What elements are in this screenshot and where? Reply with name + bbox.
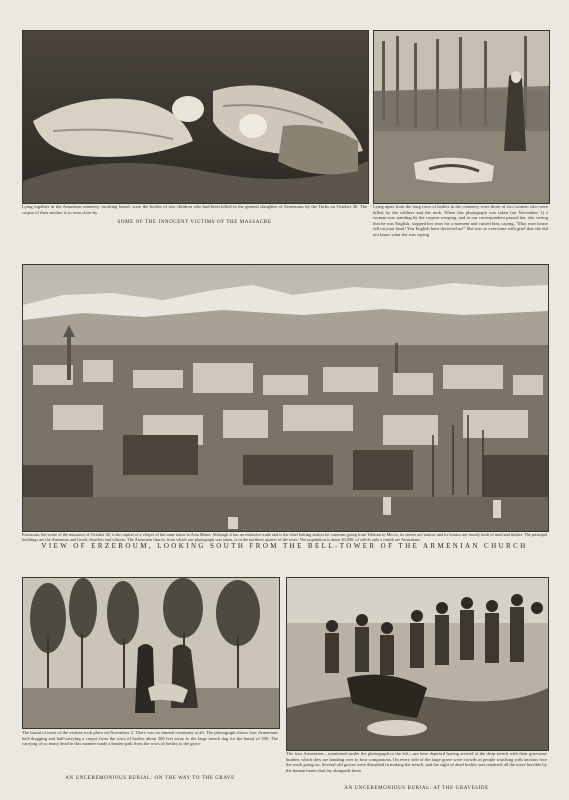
two-women-text: Lying apart from the long rows of bodies in the cemetery were those of two women who were killed by the soldiers and the mob. When this photograph was taken (on November 1) a woman was standing by the corpses weeping, and as our correspondent passed her, she, seeing that he was English, stopped her tears for a moment and cursed him, saying, "May your house fall on your head! You English have deceived us!" She was so overcome with grief that she did not know what she was saying (373, 204, 548, 237)
way-to-grave-caption: AN UNCEREMONIOUS BURIAL: ON THE WAY TO THE GRAVE (65, 776, 235, 781)
victims-children-caption: SOME OF THE INNOCENT VICTIMS OF THE MASSACRE (117, 220, 272, 225)
erzeroum-panorama-photo (22, 264, 549, 532)
erzeroum-text: Erzeroum, the scene of the massacre of October 30, is the capital of a vilayet of the same name in Asia Minor. Although it has an extensive trade and is the chief halting station for caravans going from Teheran to Mecca, its streets are narrow and its houses are mostly built of mud and timber. The principal buildings are the Armenian and Greek churches and schools. The Armenian church, from which our photograph was taken, is in the northern quarter of the town. The population is about 40,000, of which only a fourth are Armenians (22, 532, 547, 543)
graveside-caption: AN UNCEREMONIOUS BURIAL: AT THE GRAVESIDE (344, 786, 489, 791)
graveside-text: The four Armenians—mentioned under the photograph to the left—are here depicted having arrived at the deep trench with their gruesome burden, which they are handing over to four companions. On every side of the large grave were crowds of people watching with anxious face the work going on. Several old graves were disturbed in making the trench, and the sight of dead bodies was rendered all the more horrible by the human bones that lay alongside them (286, 751, 547, 773)
graveside-photo (286, 577, 549, 751)
two-women-photo (373, 30, 550, 204)
way-to-grave-text: The burial of most of the victims took place on November 2. There was no funeral ceremony at all. The photograph shows four Armenians half-dragging and half-carrying a corpse from the rows of bodies about 300 feet away to the large trench dug for the burial of 390. The carrying of so many dead in this manner made a beaten path from the rows of bodies to the grave (22, 730, 278, 747)
victims-children-text: Lying together in the Armenian cemetery, awaiting burial, were the bodies of two children who had been killed in the general slaughter of Armenians by the Turks on October 30. The corpse of their mother is to seen close by (22, 204, 367, 215)
erzeroum-caption: VIEW OF ERZEROUM, LOOKING SOUTH FROM THE BELL-TOWER OF THE ARMENIAN CHURCH (41, 542, 528, 550)
way-to-grave-photo (22, 577, 280, 729)
victims-children-illustration (22, 30, 369, 204)
